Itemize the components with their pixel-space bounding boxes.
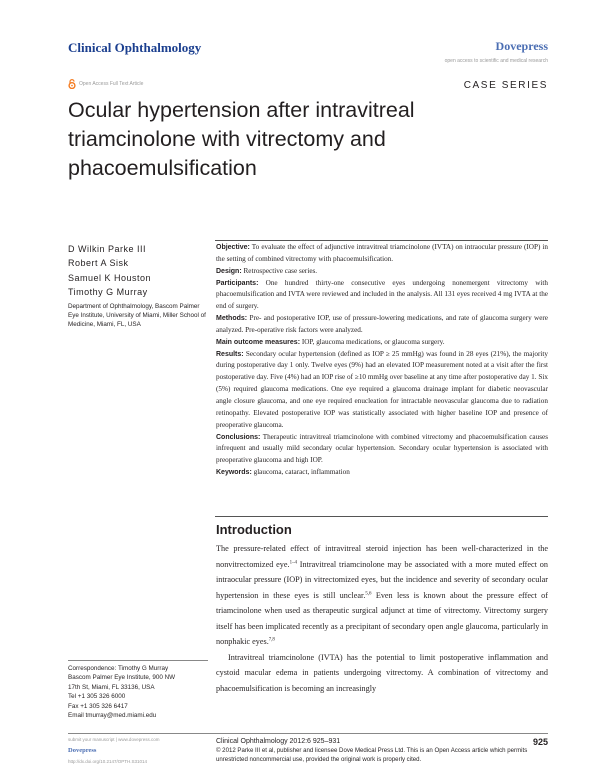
results-label: Results: — [216, 350, 244, 358]
intro-paragraph-2: Intravitreal triamcinolone (IVTA) has the potential to limit postoperative inflammation and cystoid macular edema in patients undergoing vitrectomy. A combination of vitrectomy and phacoemulsification is becoming an increasingly — [216, 652, 548, 693]
abstract-participants — [216, 278, 548, 314]
abstract-keywords — [216, 467, 548, 479]
publisher-logo: Dovepress — [495, 39, 548, 53]
affiliation: Department of Ophthalmology, Bascom Palmer Eye Institute, University of Miami, Miller School of Medicine, Miami, FL, USA — [68, 303, 206, 328]
citation-ref[interactable]: 5,6 — [365, 590, 372, 596]
abstract-results — [216, 349, 548, 432]
correspondence-email[interactable]: Email tmurray@med.miami.edu — [68, 712, 157, 720]
abstract-outcome — [216, 337, 548, 349]
participants-text: One hundred thirty-one consecutive eyes undergoing nonemergent vitrectomy with phacoemulsification and IVTA were reviewed and included in the analysis. All 131 eyes received 4 mg IVTA at the end of surgery. — [216, 278, 548, 311]
correspondence-rule — [68, 660, 208, 661]
correspondence-tel: Tel +1 305 326 6000 — [68, 693, 126, 701]
conclusions-text: Therapeutic intravitreal triamcinolone with combined vitrectomy and phacoemulsification causes infrequent and usually mild secondary ocular hypertension. Secondary ocular hypertension is associated with preoperative glaucoma and high IOP. — [216, 432, 548, 465]
conclusions-label: Conclusions: — [216, 433, 261, 441]
author-name: D Wilkin Parke III — [68, 244, 147, 254]
article-type: CASE SERIES — [463, 80, 548, 91]
footer-citation: Clinical Ophthalmology 2012:6 925–931 — [216, 738, 341, 745]
text-run: The pressure-related effect of intravitreal steroid injection has been well-characterized in the nonvitrectomized eye. — [216, 544, 548, 569]
publisher-tagline: open access to scientific and medical research — [444, 58, 548, 64]
text-run: Even less is known about the pressure effect of triamcinolone when used as therapeutic surgical adjunct at time of vitrectomy. Vitrectomy surgery itself has been implicated recently as a precipitant of secondary open angle glaucoma, particularly in nonphakic eyes. — [216, 590, 548, 646]
objective-label: Objective: — [216, 244, 250, 251]
author-list — [68, 242, 151, 300]
keywords-text: glaucoma, cataract, inflammation — [253, 468, 350, 477]
article-title: Ocular hypertension after intravitreal triamcinolone with vitrectomy and phacoemulsification — [68, 98, 415, 180]
author-name: Robert A Sisk — [68, 258, 129, 269]
objective-text: To evaluate the effect of adjunctive intravitreal triamcinolone (IVTA) on intraocular pressure (IOP) in the setting of combined vitrectomy with phacoemulsification. — [216, 243, 548, 263]
correspondence-address: 17th St, Miami, FL 33136, USA — [68, 683, 155, 691]
citation-ref[interactable]: 7,8 — [268, 637, 275, 643]
design-label: Design: — [216, 267, 242, 275]
open-access-badge — [68, 79, 143, 89]
journal-name: Clinical Ophthalmology — [68, 40, 202, 55]
citation-ref[interactable]: 1–4 — [289, 559, 297, 565]
methods-label: Methods: — [216, 315, 248, 323]
footer-publisher-logo: Dovepress — [68, 747, 97, 754]
body-text — [216, 541, 548, 696]
participants-label: Participants: — [216, 279, 259, 287]
correspondence — [68, 664, 208, 720]
intro-paragraph-1 — [216, 541, 548, 650]
abstract-objective — [216, 242, 548, 266]
outcome-text: IOP, glaucoma medications, or glaucoma surgery. — [301, 337, 445, 346]
open-access-lock-icon — [68, 79, 76, 89]
abstract — [216, 242, 548, 479]
footer-copyright: © 2012 Parke III et al, publisher and licensee Dove Medical Press Ltd. This is an Open Access article which permits unrestricted noncommercial use, provided the original work is properly cited. — [216, 747, 528, 763]
correspondence-label: Correspondence: Timothy G Murray — [68, 665, 169, 672]
page-number: 925 — [532, 737, 548, 747]
submit-link[interactable]: submit your manuscript | www.dovepress.com — [68, 737, 160, 742]
author-name: Timothy G Murray — [68, 287, 148, 298]
abstract-bottom-rule — [215, 516, 548, 517]
results-text: Secondary ocular hypertension (defined as IOP ≥ 25 mmHg) was found in 28 eyes (21%), the majority during postoperative day 1 only. Twelve eyes (9%) had an elevated IOP measurement noted at a visit after the first postoperative day. Five (4%) had an IOP rise of ≥10 mmHg over baseline at any time after postoperative day 1. Six (5%) required glaucoma medications. One eye required a glaucoma drainage implant for diabetic neovascular angle closure glaucoma, and one eye required enucleation for intractable neovascular glaucoma due to radiation retinopathy. Elevated postoperative IOP was statistically associated with higher baseline IOP and presence of preoperative glaucoma. — [216, 349, 548, 429]
abstract-design — [216, 266, 548, 278]
correspondence-fax: Fax +1 305 326 6417 — [68, 702, 128, 710]
design-text: Retrospective case series. — [243, 266, 318, 275]
author-name: Samuel K Houston — [68, 272, 152, 283]
doi-link[interactable]: http://dx.doi.org/10.2147/OPTH.S31014 — [68, 759, 148, 764]
abstract-methods — [216, 313, 548, 337]
abstract-conclusions — [216, 432, 548, 468]
abstract-top-rule — [215, 240, 548, 241]
keywords-label: Keywords: — [216, 469, 252, 477]
correspondence-address: Bascom Palmer Eye Institute, 900 NW — [68, 674, 176, 682]
methods-text: Pre- and postoperative IOP, use of pressure-lowering medications, and rate of glaucoma surgery were analyzed. Pre-operative risk factors were analyzed. — [216, 314, 548, 334]
open-access-label: Open Access Full Text Article — [79, 81, 144, 87]
outcome-label: Main outcome measures: — [216, 338, 301, 346]
text-run: Intravitreal triamcinolone may be associated with a more muted effect on intraocular pressure (IOP) in vitrectomized eyes, but the incidence and severity of secondary ocular hypertension in these eyes is still unclear. — [216, 559, 548, 600]
footer-rule — [68, 733, 548, 734]
section-heading: Introduction — [216, 522, 292, 537]
